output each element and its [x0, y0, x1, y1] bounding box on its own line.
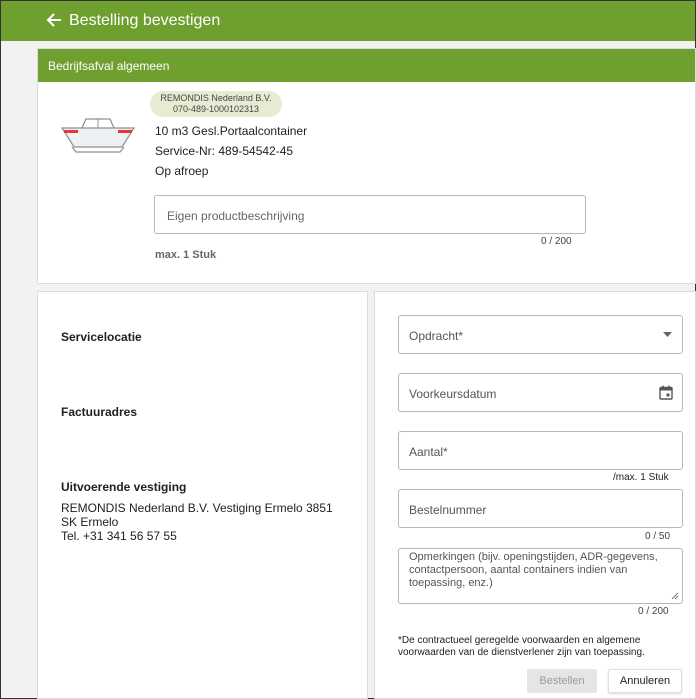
service-frequency: Op afroep [155, 164, 209, 178]
product-name: 10 m3 Gesl.Portaalcontainer [155, 124, 308, 138]
supplier-name: REMONDIS Nederland B.V. [160, 93, 272, 103]
calendar-icon[interactable] [659, 385, 673, 400]
invoice-address-label: Factuuradres [61, 405, 138, 419]
quantity-label: Aantal* [409, 445, 448, 459]
description-counter: 0 / 200 [541, 236, 572, 247]
product-description-placeholder: Eigen productbeschrijving [167, 209, 305, 223]
executing-branch-line1: REMONDIS Nederland B.V. Vestiging Ermelo 3851 [61, 501, 333, 515]
order-number-field[interactable] [398, 489, 683, 528]
remarks-textarea[interactable] [398, 548, 683, 604]
remarks-counter: 0 / 200 [638, 606, 669, 617]
order-button[interactable]: Bestellen [527, 669, 597, 693]
supplier-code: 070-489-1000102313 [172, 104, 260, 114]
preferred-date-field[interactable] [398, 373, 683, 412]
container-icon [58, 113, 138, 155]
service-number: Service-Nr: 489-54542-45 [155, 144, 294, 158]
executing-branch-label: Uitvoerende vestiging [61, 480, 187, 494]
arrow-left-icon[interactable] [45, 10, 63, 30]
remarks-placeholder: Opmerkingen (bijv. openingstijden, ADR-gegevens, contactpersoon, aantal containers indien van toepassing, enz.) [409, 551, 658, 589]
executing-branch-phone: Tel. +31 341 56 57 55 [61, 529, 177, 543]
resize-handle-icon[interactable] [671, 592, 679, 600]
max-quantity-note: max. 1 Stuk [155, 249, 217, 261]
supplier-badge [150, 91, 282, 117]
quantity-field[interactable] [398, 431, 683, 470]
product-category: Bedrijfsafval algemeen [48, 58, 170, 73]
executing-branch-details [61, 501, 351, 543]
address-card [37, 291, 368, 699]
quantity-hint: /max. 1 Stuk [613, 472, 669, 483]
page-title: Bestelling bevestigen [69, 12, 221, 29]
order-number-label: Bestelnummer [409, 503, 487, 517]
preferred-date-label: Voorkeursdatum [409, 387, 497, 401]
order-type-label: Opdracht* [409, 329, 464, 343]
order-number-counter: 0 / 50 [645, 531, 671, 542]
app-header [1, 1, 695, 41]
executing-branch-line2: SK Ermelo [61, 515, 119, 529]
chevron-down-icon[interactable] [663, 332, 672, 338]
service-location-label: Servicelocatie [61, 330, 142, 344]
product-category-header [38, 49, 695, 82]
order-form-card [374, 291, 696, 699]
product-card [37, 48, 696, 284]
cancel-button[interactable]: Annuleren [608, 669, 682, 693]
order-type-select[interactable] [398, 315, 683, 354]
terms-disclaimer: *De contractueel geregelde voorwaarden en algemene voorwaarden van de dienstverlener zijn van toepassing. [398, 635, 645, 658]
product-description-input[interactable] [154, 195, 586, 234]
